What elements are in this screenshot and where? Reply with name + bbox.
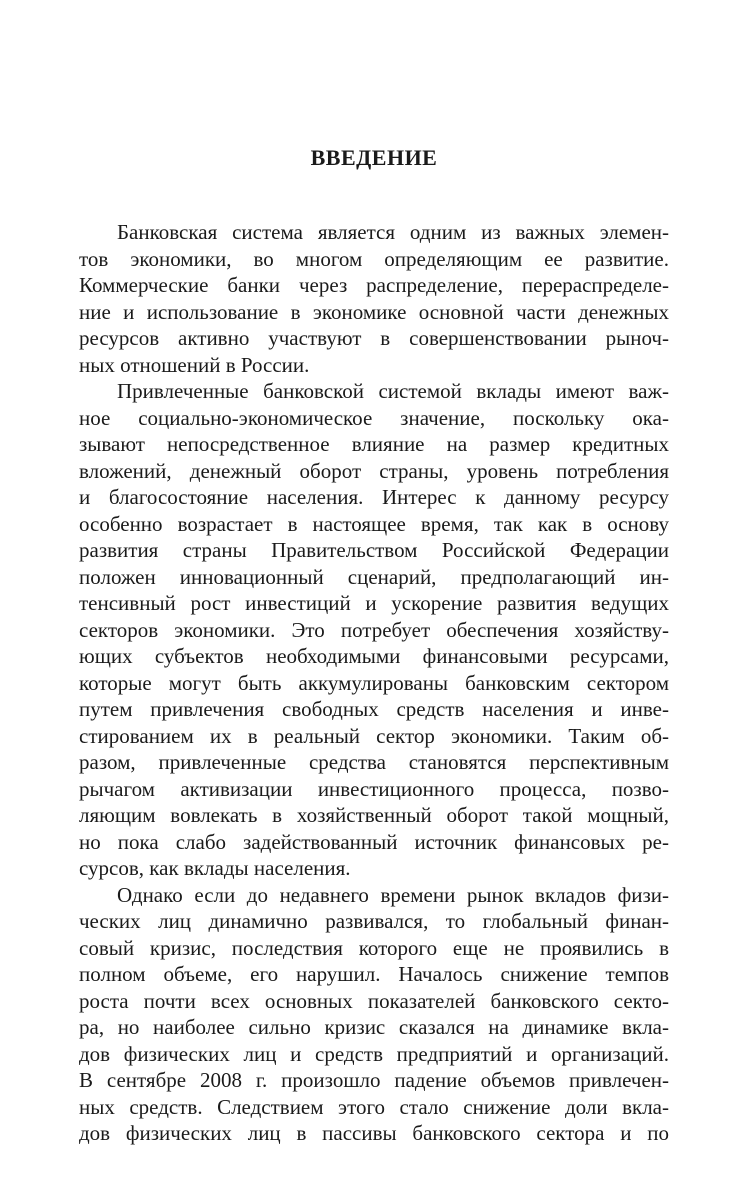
text-line: Привлеченные банковской системой вклады имеют важ-: [117, 379, 669, 403]
chapter-title: ВВЕДЕНИЕ: [310, 145, 438, 170]
text-line: но пока слабо задействованный источник финансовых ре-: [79, 829, 669, 854]
text-line: ние и использование в экономике основной части денежных: [79, 299, 669, 324]
text-line: рычагом активизации инвестиционного процесса, позво-: [79, 776, 669, 801]
text-line: разом, привлеченные средства становятся перспективным: [79, 750, 669, 774]
text-line: ческих лиц динамично развивался, то глобальный финан-: [79, 909, 669, 933]
text-line: тенсивный рост инвестиций и ускорение развития ведущих: [79, 591, 669, 615]
text-line: зывают непосредственное влияние на размер кредитных: [79, 432, 669, 456]
text-line: полном объеме, его нарушил. Началось снижение темпов: [79, 962, 669, 986]
text-line: ных отношений в России.: [79, 352, 310, 377]
text-line: Банковская система является одним из важных элемен-: [117, 220, 669, 244]
text-line: В сентябре 2008 г. произошло падение объемов привлечен-: [79, 1068, 669, 1092]
text-line: совый кризис, последствия которого еще не проявились в: [79, 935, 669, 960]
text-line: и благосостояние населения. Интерес к данному ресурсу: [79, 485, 669, 509]
text-line: ное социально-экономическое значение, поскольку ока-: [79, 405, 669, 430]
text-line: путем привлечения свободных средств населения и инве-: [79, 697, 669, 721]
text-line: ра, но наиболее сильно кризис сказался на динамике вкла-: [79, 1015, 669, 1039]
text-line: Коммерческие банки через распределение, перераспределе-: [79, 273, 669, 297]
text-line: развития страны Правительством Российской Федерации: [79, 538, 669, 562]
text-line: положен инновационный сценарий, предполагающий ин-: [79, 564, 669, 589]
text-line: дов физических лиц в пассивы банковского сектора и по: [79, 1121, 669, 1145]
text-line: вложений, денежный оборот страны, уровень потребления: [79, 458, 669, 483]
text-line: ных средств. Следствием этого стало снижение доли вкла-: [79, 1094, 669, 1119]
text-line: ляющим вовлекать в хозяйственный оборот такой мощный,: [79, 803, 669, 827]
text-line: Однако если до недавнего времени рынок вкладов физи-: [117, 882, 669, 907]
text-line: сурсов, как вклады населения.: [79, 856, 351, 880]
text-line: особенно возрастает в настоящее время, так как в основу: [79, 511, 669, 536]
text-line: тов экономики, во многом определяющим ее развитие.: [79, 246, 669, 271]
text-line: ющих субъектов необходимыми финансовыми ресурсами,: [79, 644, 669, 668]
text-line: роста почти всех основных показателей банковского секто-: [79, 988, 669, 1013]
text-line: которые могут быть аккумулированы банковским сектором: [79, 670, 669, 695]
text-line: ресурсов активно участвуют в совершенствовании рыноч-: [79, 326, 669, 350]
body-text: [79, 219, 669, 1147]
text-line: стированием их в реальный сектор экономики. Таким об-: [79, 723, 669, 748]
text-line: дов физических лиц и средств предприятий и организаций.: [79, 1041, 669, 1066]
text-line: секторов экономики. Это потребует обеспечения хозяйству-: [79, 617, 669, 642]
